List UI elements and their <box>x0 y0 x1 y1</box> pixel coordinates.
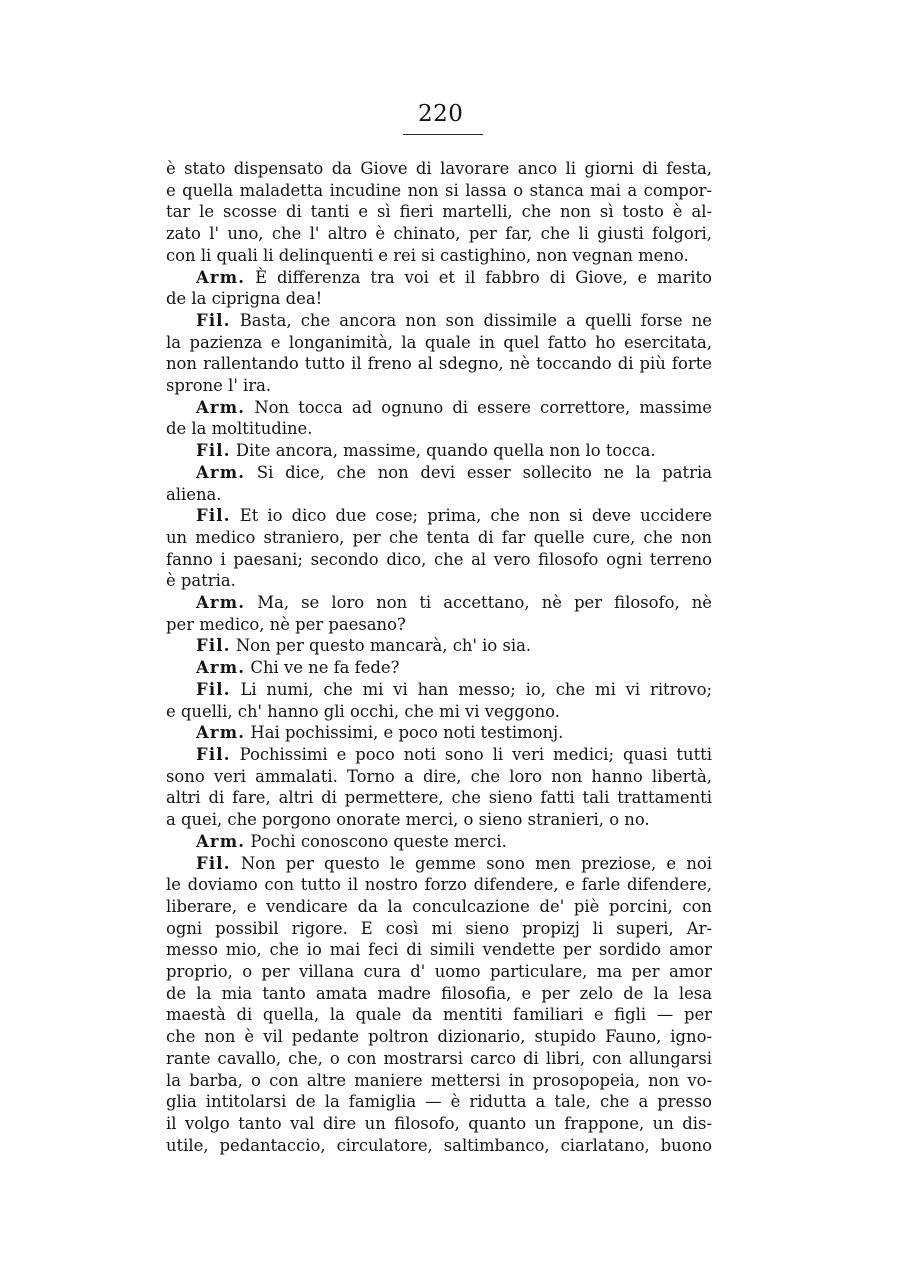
speaker-label: Fil. <box>196 441 231 461</box>
speaker-label: Arm. <box>196 658 246 678</box>
line-text: a quei, che porgono onorate merci, o sieno stranieri, o no. <box>166 810 650 830</box>
line-text: la pazienza e longanimità, la quale in quel fatto ho esercitata, <box>166 332 712 352</box>
speaker-label: Arm. <box>196 267 246 287</box>
text-line <box>166 722 712 744</box>
text-line <box>166 223 712 245</box>
line-text: ogni possibil rigore. E così mi sieno propizj li superi, Ar- <box>166 918 712 938</box>
line-text: Non per questo mancarà, ch' io sia. <box>235 636 532 656</box>
text-line <box>166 744 712 766</box>
line-text: de la ciprigna dea! <box>166 289 323 309</box>
text-line <box>166 831 712 853</box>
line-text: con li quali li delinquenti e rei si castighino, non vegnan meno. <box>166 245 689 265</box>
speaker-label: Arm. <box>196 462 246 482</box>
line-text: Dite ancora, massime, quando quella non lo tocca. <box>235 441 656 461</box>
speaker-label: Fil. <box>196 636 231 656</box>
speaker-label: Fil. <box>196 679 231 699</box>
text-line <box>166 1026 712 1048</box>
text-line <box>166 635 712 657</box>
text-line <box>166 484 712 506</box>
dialogue-text-body <box>166 158 712 1156</box>
line-text: altri di fare, altri di permettere, che sieno fatti tali trattamenti <box>166 788 712 808</box>
text-line <box>166 288 712 310</box>
line-text: è stato dispensato da Giove di lavorare anco li giorni di festa, <box>166 159 712 178</box>
line-text: per medico, nè per paesano? <box>166 614 406 634</box>
line-text: sono veri ammalati. Torno a dire, che loro non hanno libertà, <box>166 766 712 786</box>
text-line <box>166 549 712 571</box>
text-line <box>166 1135 712 1157</box>
text-line <box>166 874 712 896</box>
line-text: Ma, se loro non ti accettano, nè per filosofo, nè <box>257 593 712 613</box>
line-text: fanno i paesani; secondo dico, che al vero filosofo ogni terreno <box>166 549 712 569</box>
text-line <box>166 1070 712 1092</box>
text-line <box>166 939 712 961</box>
line-text: Pochi conoscono queste merci. <box>250 831 507 851</box>
line-text: che non è vil pedante poltron dizionario, stupido Fauno, igno- <box>166 1027 712 1047</box>
line-text: Basta, che ancora non son dissimile a quelli forse ne <box>239 310 712 330</box>
text-line <box>166 961 712 983</box>
text-line <box>166 180 712 202</box>
line-text: maestà di quella, la quale da mentiti familiari e figli — per <box>166 1005 712 1025</box>
text-line <box>166 418 712 440</box>
speaker-label: Arm. <box>196 723 246 743</box>
line-text: liberare, e vendicare da la conculcazione de' piè porcini, con <box>166 896 712 916</box>
line-text: de la mia tanto amata madre filosofia, e per zelo de la lesa <box>166 983 712 1003</box>
line-text: utile, pedantaccio, circulatore, saltimbanco, ciarlatano, buono <box>166 1135 712 1155</box>
line-text: tar le scosse di tanti e sì fieri martelli, che non sì tosto è al- <box>166 202 712 222</box>
text-line <box>166 440 712 462</box>
line-text: non rallentando tutto il freno al sdegno, nè toccando di più forte <box>166 354 712 374</box>
line-text: zato l' uno, che l' altro è chinato, per far, che li giusti folgori, <box>166 224 712 244</box>
line-text: Non tocca ad ognuno di essere correttore, massime <box>254 397 712 417</box>
text-line <box>166 1113 712 1135</box>
text-line <box>166 353 712 375</box>
text-line <box>166 766 712 788</box>
text-line <box>166 657 712 679</box>
text-line <box>166 896 712 918</box>
text-line <box>166 201 712 223</box>
line-text: la barba, o con altre maniere mettersi in prosopopeia, non vo- <box>166 1070 712 1090</box>
line-text: aliena. <box>166 484 222 504</box>
text-line <box>166 592 712 614</box>
text-line <box>166 527 712 549</box>
page-number-rule <box>403 134 483 135</box>
line-text: de la moltitudine. <box>166 419 313 439</box>
line-text: il volgo tanto val dire un filosofo, quanto un frappone, un dis- <box>166 1113 712 1133</box>
line-text: Non per questo le gemme sono men preziose, e noi <box>240 853 712 873</box>
line-text: Li numi, che mi vi han messo; io, che mi vi ritrovo; <box>240 679 712 699</box>
text-line <box>166 375 712 397</box>
speaker-label: Fil. <box>196 506 231 526</box>
text-line <box>166 983 712 1005</box>
line-text: Pochissimi e poco noti sono li veri medici; quasi tutti <box>239 744 712 764</box>
text-line <box>166 245 712 267</box>
line-text: Si dice, che non devi esser sollecito ne la patria <box>256 462 712 482</box>
text-line <box>166 158 712 180</box>
speaker-label: Arm. <box>196 831 246 851</box>
speaker-label: Fil. <box>196 310 231 330</box>
speaker-label: Fil. <box>196 853 231 873</box>
line-text: e quella maladetta incudine non si lassa o stanca mai a compor- <box>166 180 712 200</box>
text-line <box>166 701 712 723</box>
text-line <box>166 787 712 809</box>
line-text: È differenza tra voi et il fabbro di Giove, e marito <box>255 267 712 287</box>
text-line <box>166 332 712 354</box>
line-text: e quelli, ch' hanno gli occhi, che mi vi veggono. <box>166 701 560 721</box>
line-text: glia intitolarsi de la famiglia — è ridutta a tale, che a presso <box>166 1092 712 1112</box>
text-line <box>166 614 712 636</box>
text-line <box>166 505 712 527</box>
text-line <box>166 853 712 875</box>
text-line <box>166 462 712 484</box>
line-text: è patria. <box>166 571 236 591</box>
line-text: rante cavallo, che, o con mostrarsi carco di libri, con allungarsi <box>166 1048 712 1068</box>
speaker-label: Arm. <box>196 593 246 613</box>
text-line <box>166 679 712 701</box>
page-number: 220 <box>418 101 464 127</box>
text-line <box>166 1004 712 1026</box>
line-text: un medico straniero, per che tenta di far quelle cure, che non <box>166 527 712 547</box>
text-line <box>166 809 712 831</box>
line-text: le doviamo con tutto il nostro forzo difendere, e farle difendere, <box>166 875 712 895</box>
line-text: Hai pochissimi, e poco noti testimonj. <box>250 723 564 743</box>
text-line <box>166 1091 712 1113</box>
line-text: messo mio, che io mai feci di simili vendette per sordido amor <box>166 940 712 960</box>
line-text: Et io dico due cose; prima, che non si deve uccidere <box>239 506 712 526</box>
speaker-label: Fil. <box>196 744 231 764</box>
text-line <box>166 397 712 419</box>
line-text: Chi ve ne fa fede? <box>250 658 400 678</box>
text-line <box>166 918 712 940</box>
text-line <box>166 1048 712 1070</box>
line-text: sprone l' ira. <box>166 376 272 396</box>
text-line <box>166 570 712 592</box>
text-line <box>166 310 712 332</box>
text-line <box>166 267 712 289</box>
line-text: proprio, o per villana cura d' uomo particulare, ma per amor <box>166 962 712 982</box>
speaker-label: Arm. <box>196 397 246 417</box>
